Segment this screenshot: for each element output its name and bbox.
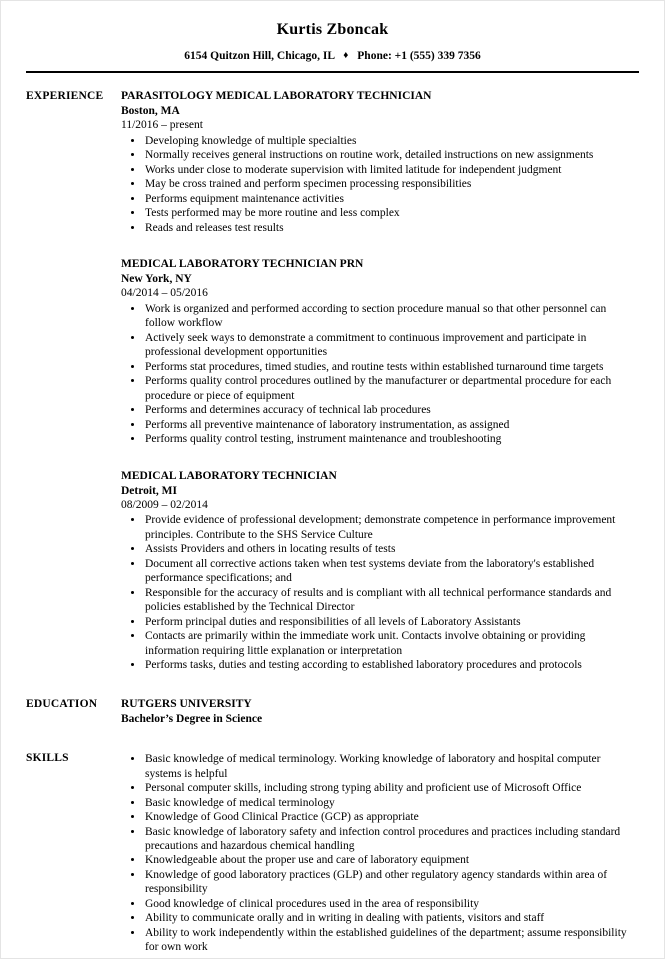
skill-item: • Knowledge of Good Clinical Practice (GCP) as appropriate <box>144 810 639 824</box>
skill-item: • Good knowledge of clinical procedures used in the area of responsibility <box>144 897 639 911</box>
bullet-item: • Actively seek ways to demonstrate a commitment to continuous improvement and participate in professional development opportunities <box>144 331 639 360</box>
job-bullet-list <box>121 513 639 672</box>
skill-item: • Personal computer skills, including strong typing ability and proficient use of Microsoft Office <box>144 781 639 795</box>
bullet-item: • Performs tasks, duties and testing according to established laboratory procedures and protocols <box>144 658 639 672</box>
degree-name: Bachelor’s Degree in Science <box>121 712 263 725</box>
bullet-item: • Performs quality control procedures outlined by the manufacturer or departmental procedure for each procedure or piece of equipment <box>144 374 639 403</box>
skill-item: • Ability to work independently within the established guidelines of the department; assume responsibility for own work <box>144 926 639 955</box>
skill-item: • Basic knowledge of medical terminology. Working knowledge of laboratory and hospital computer systems is helpful <box>144 752 639 781</box>
job-bullet-list <box>121 302 639 447</box>
job-location: Boston, MA <box>121 104 180 117</box>
job-entry <box>121 89 639 235</box>
bullet-item: • Work is organized and performed according to section procedure manual so that other personnel can follow workflow <box>144 302 639 331</box>
section-skills <box>26 751 639 955</box>
bullet-item: • Perform principal duties and responsibilities of all levels of Laboratory Assistants <box>144 615 639 629</box>
skill-item: • Knowledgeable about the proper use and care of laboratory equipment <box>144 853 639 867</box>
job-bullet-list <box>121 134 639 235</box>
bullet-item: • Document all corrective actions taken when test systems deviate from the laboratory's established performance specifications; and <box>144 557 639 586</box>
job-title: MEDICAL LABORATORY TECHNICIAN PRN <box>121 258 364 271</box>
job-title: MEDICAL LABORATORY TECHNICIAN <box>121 469 337 482</box>
bullet-item: • Tests performed may be more routine and less complex <box>144 206 639 220</box>
person-name: Kurtis Zboncak <box>276 21 389 38</box>
section-label-experience: EXPERIENCE <box>26 90 104 102</box>
job-entry <box>121 469 639 673</box>
job-entry <box>121 257 639 447</box>
bullet-item: • May be cross trained and perform specimen processing responsibilities <box>144 177 639 191</box>
bullet-item: • Reads and releases test results <box>144 221 639 235</box>
education-content <box>121 697 639 727</box>
section-education <box>26 697 639 727</box>
header-divider <box>26 71 639 73</box>
bullet-item: • Responsible for the accuracy of results and is compliant with all technical performance standards and policies established by the Technical Director <box>144 586 639 615</box>
diamond-icon: ♦ <box>343 50 349 61</box>
bullet-item: • Assists Providers and others in locating results of tests <box>144 542 639 556</box>
bullet-item: • Performs stat procedures, timed studies, and routine tests within established turnaround time targets <box>144 360 639 374</box>
bullet-item: • Works under close to moderate supervision with limited latitude for independent judgment <box>144 163 639 177</box>
skill-item: • Basic knowledge of medical terminology <box>144 796 639 810</box>
bullet-item: • Performs quality control testing, instrument maintenance and troubleshooting <box>144 432 639 446</box>
phone-text: Phone: +1 (555) 339 7356 <box>357 50 481 62</box>
section-label-education: EDUCATION <box>26 697 98 710</box>
skill-item: • Basic knowledge of laboratory safety and infection control procedures and practices including standard precautions and hazardous chemical handling <box>144 825 639 854</box>
address-text: 6154 Quitzon Hill, Chicago, IL <box>184 50 335 62</box>
skill-item: • Ability to communicate orally and in writing in dealing with patients, visitors and staff <box>144 911 639 925</box>
job-dates: 04/2014 – 05/2016 <box>121 287 208 300</box>
section-experience <box>26 89 639 673</box>
skills-list <box>121 752 639 955</box>
school-name: RUTGERS UNIVERSITY <box>121 697 252 710</box>
bullet-item: • Performs equipment maintenance activities <box>144 192 639 206</box>
resume-body <box>26 89 639 955</box>
section-label-skills: SKILLS <box>26 752 69 765</box>
bullet-item: • Contacts are primarily within the immediate work unit. Contacts involve obtaining or providing information requiring little explanation or interpretation <box>144 629 639 658</box>
experience-content <box>121 89 639 673</box>
job-dates: 08/2009 – 02/2014 <box>121 498 208 511</box>
job-title: PARASITOLOGY MEDICAL LABORATORY TECHNICIAN <box>121 90 432 102</box>
bullet-item: • Provide evidence of professional development; demonstrate competence in performance improvement principles. Contribute to the SHS Service Culture <box>144 513 639 542</box>
bullet-item: • Performs and determines accuracy of technical lab procedures <box>144 403 639 417</box>
contact-line <box>26 50 639 62</box>
bullet-item: • Developing knowledge of multiple specialties <box>144 134 639 148</box>
job-location: Detroit, MI <box>121 484 177 497</box>
bullet-item: • Performs all preventive maintenance of laboratory instrumentation, as assigned <box>144 418 639 432</box>
skill-item: • Knowledge of good laboratory practices (GLP) and other regulatory agency standards within area of responsibility <box>144 868 639 897</box>
bullet-item: • Normally receives general instructions on routine work, detailed instructions on new assignments <box>144 148 639 162</box>
skills-content <box>121 751 639 955</box>
job-dates: 11/2016 – present <box>121 119 203 132</box>
job-location: New York, NY <box>121 273 192 286</box>
resume-header <box>26 21 639 73</box>
